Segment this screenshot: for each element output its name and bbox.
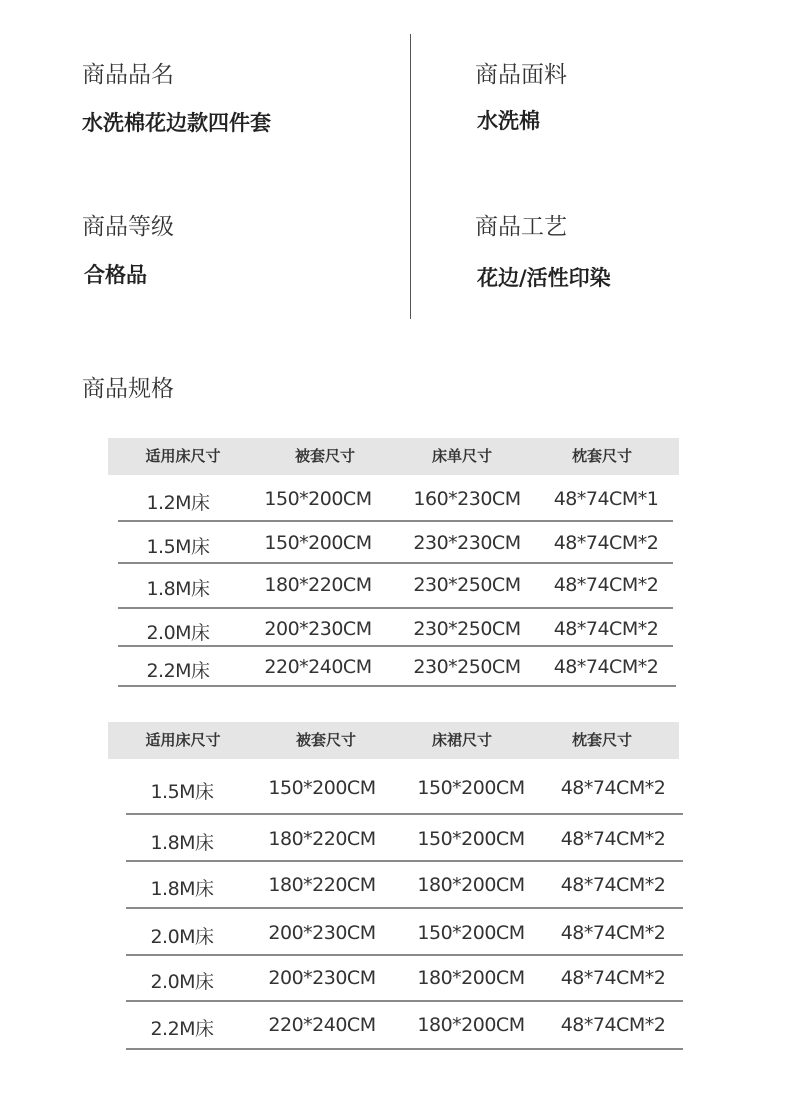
header-duvet-size: 被套尺寸: [294, 447, 356, 465]
cell-sheet-size: 230*250CM: [413, 618, 521, 640]
row-divider: [118, 520, 673, 522]
grade-value: 合格品: [84, 263, 147, 287]
row-divider: [126, 1048, 683, 1050]
cell-bedskirt-size: 180*200CM: [417, 874, 525, 896]
row-divider: [126, 954, 683, 956]
header-bedskirt-size: 床裙尺寸: [431, 731, 493, 749]
craft-label: 商品工艺: [475, 214, 567, 240]
cell-bedskirt-size: 150*200CM: [417, 777, 525, 799]
cell-duvet-size: 150*200CM: [264, 488, 372, 510]
cell-bedskirt-size: 180*200CM: [417, 967, 525, 989]
cell-bed-size: 2.2M床: [150, 1018, 214, 1040]
cell-bed-size: 1.8M床: [146, 578, 210, 600]
cell-pillowcase-size: 48*74CM*1: [553, 488, 659, 510]
fabric-label: 商品面料: [475, 62, 567, 88]
header-pillowcase-size: 枕套尺寸: [571, 447, 633, 465]
row-divider: [118, 645, 673, 647]
cell-bedskirt-size: 150*200CM: [417, 828, 525, 850]
spec-table-skirt: [108, 722, 679, 1054]
spec-section-title: 商品规格: [82, 376, 174, 402]
row-divider: [118, 562, 673, 564]
header-duvet-size: 被套尺寸: [295, 731, 357, 749]
cell-pillowcase-size: 48*74CM*2: [560, 828, 666, 850]
cell-duvet-size: 220*240CM: [264, 656, 372, 678]
cell-duvet-size: 180*220CM: [268, 874, 376, 896]
cell-bed-size: 1.5M床: [146, 536, 210, 558]
cell-pillowcase-size: 48*74CM*2: [553, 574, 659, 596]
cell-duvet-size: 200*230CM: [268, 967, 376, 989]
cell-pillowcase-size: 48*74CM*2: [560, 1014, 666, 1036]
cell-duvet-size: 200*230CM: [264, 618, 372, 640]
row-divider: [126, 813, 683, 815]
cell-pillowcase-size: 48*74CM*2: [560, 967, 666, 989]
header-sheet-size: 床单尺寸: [431, 447, 493, 465]
product-name-value: 水洗棉花边款四件套: [82, 111, 271, 135]
cell-bed-size: 2.2M床: [146, 660, 210, 682]
cell-duvet-size: 150*200CM: [264, 532, 372, 554]
grade-label: 商品等级: [82, 214, 174, 240]
table-header: [108, 722, 679, 759]
cell-duvet-size: 150*200CM: [268, 777, 376, 799]
cell-pillowcase-size: 48*74CM*2: [553, 532, 659, 554]
header-bed-size: 适用床尺寸: [145, 731, 221, 749]
row-divider: [126, 860, 683, 862]
cell-pillowcase-size: 48*74CM*2: [560, 874, 666, 896]
spec-table-sheet: [108, 438, 679, 690]
row-divider: [118, 685, 676, 687]
cell-bed-size: 2.0M床: [146, 622, 210, 644]
cell-sheet-size: 230*250CM: [413, 574, 521, 596]
row-divider: [126, 1000, 683, 1002]
cell-pillowcase-size: 48*74CM*2: [560, 922, 666, 944]
cell-bedskirt-size: 150*200CM: [417, 922, 525, 944]
craft-value: 花边/活性印染: [477, 266, 611, 290]
cell-duvet-size: 220*240CM: [268, 1014, 376, 1036]
cell-pillowcase-size: 48*74CM*2: [553, 656, 659, 678]
fabric-value: 水洗棉: [477, 109, 540, 133]
cell-bed-size: 1.5M床: [150, 781, 214, 803]
product-name-label: 商品品名: [82, 62, 174, 88]
cell-bed-size: 1.2M床: [146, 492, 210, 514]
cell-sheet-size: 230*230CM: [413, 532, 521, 554]
cell-pillowcase-size: 48*74CM*2: [553, 618, 659, 640]
cell-duvet-size: 180*220CM: [264, 574, 372, 596]
cell-bed-size: 2.0M床: [150, 926, 214, 948]
info-divider: [410, 34, 411, 319]
cell-bed-size: 1.8M床: [150, 832, 214, 854]
cell-pillowcase-size: 48*74CM*2: [560, 777, 666, 799]
cell-sheet-size: 160*230CM: [413, 488, 521, 510]
header-bed-size: 适用床尺寸: [145, 447, 221, 465]
cell-bed-size: 1.8M床: [150, 878, 214, 900]
row-divider: [118, 607, 673, 609]
cell-bed-size: 2.0M床: [150, 971, 214, 993]
cell-duvet-size: 200*230CM: [268, 922, 376, 944]
header-pillowcase-size: 枕套尺寸: [571, 731, 633, 749]
cell-sheet-size: 230*250CM: [413, 656, 521, 678]
cell-bedskirt-size: 180*200CM: [417, 1014, 525, 1036]
cell-duvet-size: 180*220CM: [268, 828, 376, 850]
table-header: [108, 438, 679, 475]
row-divider: [126, 907, 683, 909]
